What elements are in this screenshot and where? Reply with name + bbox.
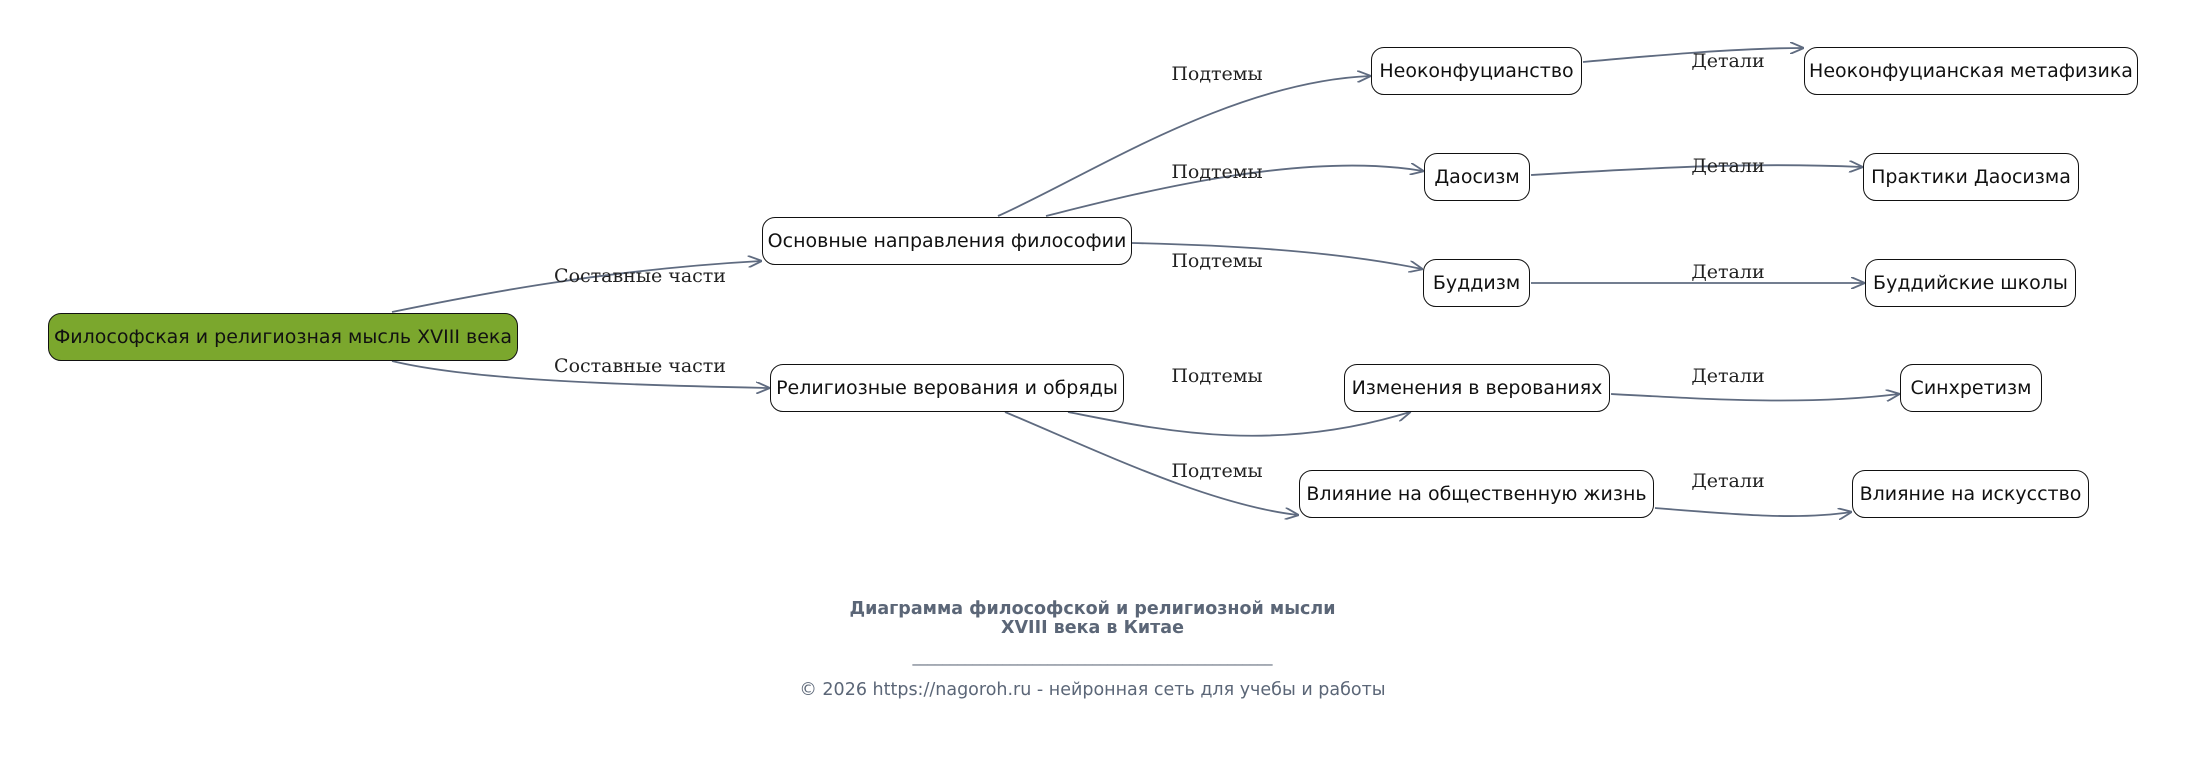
node-bud_d: Буддийские школы bbox=[1865, 259, 2076, 307]
edge-label-root-to-phil: Составные части bbox=[554, 265, 726, 287]
edge-label-phil-to-neo: Подтемы bbox=[1171, 63, 1263, 85]
node-phil: Основные направления философии bbox=[762, 217, 1132, 265]
node-chg_d: Синхретизм bbox=[1900, 364, 2042, 412]
edge-label-phil-to-dao: Подтемы bbox=[1171, 161, 1263, 183]
diagram-caption-title bbox=[0, 600, 2185, 638]
edge-phil-to-neo bbox=[998, 76, 1370, 216]
edge-label-bud-to-bud_d: Детали bbox=[1691, 261, 1765, 283]
node-dao_d: Практики Даосизма bbox=[1863, 153, 2079, 201]
edge-label-neo-to-neo_d: Детали bbox=[1691, 50, 1765, 72]
edge-label-chg-to-chg_d: Детали bbox=[1691, 365, 1765, 387]
node-rel: Религиозные верования и обряды bbox=[770, 364, 1124, 412]
node-root: Философская и религиозная мысль XVIII века bbox=[48, 313, 518, 361]
edge-label-phil-to-bud: Подтемы bbox=[1171, 250, 1263, 272]
node-neo: Неоконфуцианство bbox=[1371, 47, 1582, 95]
edge-label-rel-to-soc: Подтемы bbox=[1171, 460, 1263, 482]
node-neo_d: Неоконфуцианская метафизика bbox=[1804, 47, 2138, 95]
edge-label-rel-to-chg: Подтемы bbox=[1171, 365, 1263, 387]
edge-label-dao-to-dao_d: Детали bbox=[1691, 155, 1765, 177]
node-chg: Изменения в верованиях bbox=[1344, 364, 1610, 412]
edge-soc-to-soc_d bbox=[1655, 508, 1851, 516]
caption-title-line1: Диаграмма философской и религиозной мысли bbox=[849, 599, 1336, 619]
edge-chg-to-chg_d bbox=[1611, 394, 1899, 401]
edge-label-soc-to-soc_d: Детали bbox=[1691, 470, 1765, 492]
node-bud: Буддизм bbox=[1423, 259, 1530, 307]
caption-divider: ________________________________________________ bbox=[912, 648, 1273, 666]
edge-rel-to-chg bbox=[1068, 412, 1410, 436]
edge-label-root-to-rel: Составные части bbox=[554, 355, 726, 377]
node-soc_d: Влияние на искусство bbox=[1852, 470, 2089, 518]
caption-title-line2: XVIII века в Китае bbox=[1001, 618, 1184, 638]
copyright-text: © 2026 https://nagoroh.ru - нейронная сеть для учебы и работы bbox=[799, 680, 1386, 700]
node-soc: Влияние на общественную жизнь bbox=[1299, 470, 1654, 518]
node-dao: Даосизм bbox=[1424, 153, 1530, 201]
